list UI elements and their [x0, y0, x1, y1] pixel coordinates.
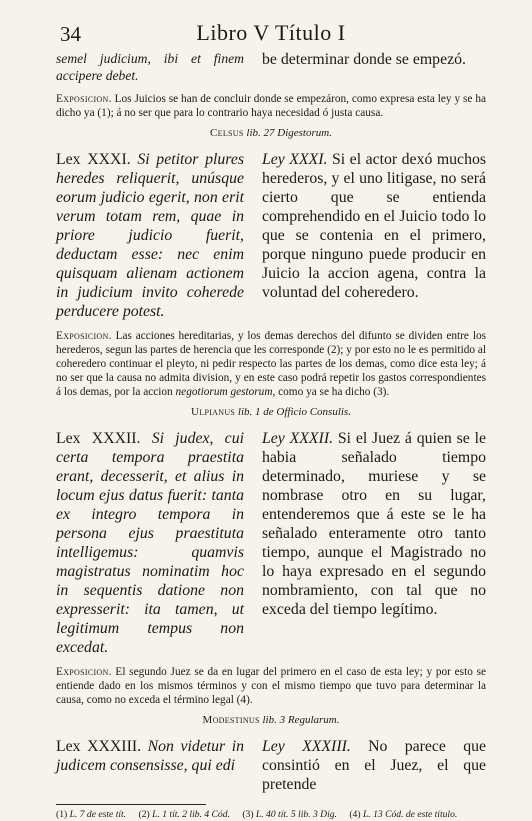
exposition-italic: negotiorum gestorum: [175, 386, 273, 398]
law-33-columns: [56, 737, 486, 794]
footnotes: [56, 809, 486, 821]
lex-label: Lex XXXI.: [56, 151, 131, 168]
law-31-latin: [56, 150, 244, 321]
law-30-latin: semel judicium, ibi et finem accipere debet.: [56, 51, 244, 83]
citation-work: lib. 27 Digestorum.: [246, 127, 332, 139]
exposition-text: El segundo Juez se da en lugar del primero en el caso de esta ley; y por esto se entiende dado en los mismos términos y con el mismo tiempo que tuvo para determinar la causa, como no exceda el término legal (4).: [56, 666, 486, 706]
exposition-label: Exposicion.: [56, 330, 112, 342]
law-30-columns: [56, 50, 486, 84]
law-32-latin: [56, 429, 244, 657]
law-32-columns: [56, 429, 486, 657]
footnote: (1) L. 7 de este tít.: [56, 809, 127, 820]
law-31-columns: [56, 150, 486, 321]
page: [56, 18, 486, 821]
law-30-spanish: be determinar donde se empezó.: [262, 51, 466, 68]
ley-label: Ley XXXI.: [262, 151, 328, 168]
spanish-text: No parece que consintió en el Juez, el que pretende: [262, 738, 487, 793]
law-31-spanish: [262, 150, 486, 321]
footnote: (3) L. 40 tít. 5 lib. 3 Dig.: [242, 809, 337, 820]
latin-text: Non videtur in judicem consensisse, qui edi: [56, 738, 244, 774]
spanish-text: Si el actor dexó muchos herederos, y el uno litigase, no será cierto que se entienda comprehendido en el Juicio todo lo que se contenia en el primero, porque ninguno puede producir en Juicio la accion agena, contra la voluntad del coheredero.: [262, 151, 487, 301]
citation-author: Modestinus: [202, 714, 260, 726]
law-32-spanish: [262, 429, 486, 657]
law-32-citation: [56, 406, 486, 418]
citation-work: lib. 1 de Officio Consulis.: [237, 406, 351, 418]
page-number: 34: [60, 22, 81, 46]
citation-author: Celsus: [210, 127, 244, 139]
law-33-spanish: [262, 737, 486, 794]
law-32-exposition: [56, 665, 486, 707]
lex-label: Lex XXXII.: [56, 430, 141, 447]
exposition-text: Los Juicios se han de concluir donde se empezáron, como expresa esta ley y se ha dicho ya (1); á no ser que para lo contrario haya necesidad ó justa causa.: [56, 93, 486, 119]
latin-text: Si petitor plures heredes reliquerit, unúsque eorum judicio egerit, non erit verum totam rem, quae in priore judicio fuerit, deductam esse: nec enim quisquam alienam actionem in judicium invito coherede perducere potest.: [56, 151, 244, 320]
latin-text: Si judex, cui certa tempora praestita erant, decesserit, et alius in locum ejus datus fuerit: tanta ex integro tempora in persona ejus praestituta intelligemus: quamvis magistratus nominatim hoc in sequentis datione non expresserit: ita tamen, ut legitimum tempus non excedat.: [56, 430, 244, 656]
law-33-latin: [56, 737, 244, 794]
running-title: Libro V Título I: [196, 20, 346, 45]
lex-label: Lex XXXIII.: [56, 738, 142, 755]
spanish-text: Si el Juez á quien se le habia señalado tiempo determinado, muriese y se nombrase otro en su lugar, entenderemos que á este se le ha señalado enteramente otro tanto tiempo, aunque el Magistrado no lo haya expresado en el segundo nombramiento, con tal que no exceda del tiempo legítimo.: [262, 430, 486, 618]
exposition-text-end: , como ya se ha dicho (3).: [272, 386, 390, 398]
law-33-citation: [56, 714, 486, 726]
law-31-exposition: [56, 329, 486, 399]
exposition-label: Exposicion.: [56, 666, 112, 678]
page-header: [56, 18, 486, 46]
citation-author: Ulpianus: [191, 406, 236, 418]
ley-label: Ley XXXII.: [262, 430, 334, 447]
ley-label: Ley XXXIII.: [262, 738, 351, 755]
footnote: (4) L. 13 Cód. de este título.: [349, 809, 458, 820]
citation-work: lib. 3 Regularum.: [262, 714, 340, 726]
exposition-text: Las acciones hereditarias, y los demas derechos del difunto se dividen entre los herederos, segun las partes de herencia que les corresponde (2); y por esto no le es permitido al coheredero continuar el pleyto, ni pedir respecto las partes de los demas, como dice esta ley; á no ser que la causa no admita division, y en este caso podrá repetir los gastos correspondientes á los demas, por la accion: [56, 330, 486, 398]
footnote: (2) L. 1 tít. 2 lib. 4 Cód.: [138, 809, 230, 820]
law-30-exposition: [56, 92, 486, 120]
law-31-citation: [56, 127, 486, 139]
exposition-label: Exposicion.: [56, 93, 112, 105]
footnote-divider: [56, 804, 206, 805]
